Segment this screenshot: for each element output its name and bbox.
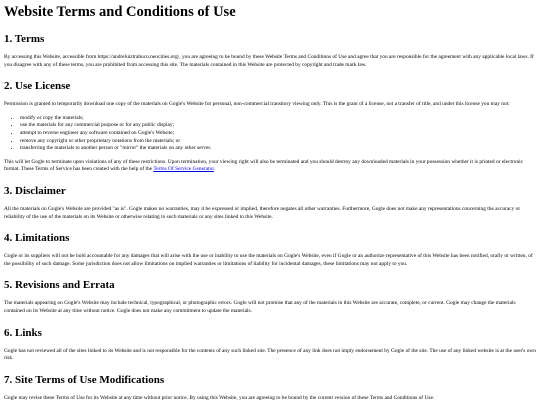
termination-end: . xyxy=(213,166,216,173)
termination-text: This will let Gogle to terminate upon violations of any of these restrictions. Upon termination, your viewing right will also be terminated and you should destroy any downloaded materials in your possession whether it is printed or electronic format. These Terms of Service has been created with the help of the xyxy=(4,158,524,173)
section-paragraph-links: Gogle has not reviewed all of the sites linked to its Website and is not responsible for the contents of any such linked site. The presence of any link does not imply endorsement by Gogle of the site. The use of any linked website is at the user's own risk. xyxy=(4,347,536,362)
section-heading-use-license: 2. Use License xyxy=(4,80,71,93)
section-heading-revisions: 5. Revisions and Errata xyxy=(4,279,115,292)
list-item: • remove any copyright or other proprietary notations from the materials; or xyxy=(20,138,536,146)
section-paragraph-termination xyxy=(4,159,536,174)
section-heading-links: 6. Links xyxy=(4,326,42,339)
section-paragraph-revisions: The materials appearing on Gogle's Website may include technical, typographical, or photographic errors. Gogle will not promise that any of the materials in this Website are accurate, complete, or current. Gogle may change the materials contained on its Website at any time without notice. Gogle does not make any commitment to update the materials. xyxy=(4,300,516,314)
list-item: • modify or copy the materials; xyxy=(20,115,536,123)
section-paragraph-use-license: Permission is granted to temporarily download one copy of the materials on Gogle's Website for personal, non-commercial transitory viewing only. This is the grant of a license, not a transfer of title, and under this license you may not: xyxy=(4,101,510,108)
section-paragraph-disclaimer: All the materials on Gogle's Website are provided "as is". Gogle makes no warranties, may it be expressed or implied, therefore negates all other warranties. Furthermore, Gogle does not make any representations concerning the accuracy or reliability of the use of the materials on its Website or otherwise relating to such materials or any sites linked to this Website. xyxy=(4,205,521,220)
list-item: • use the materials for any commercial purpose or for any public display; xyxy=(20,122,536,130)
list-item: • transferring the materials to another person or "mirror" the materials on any other server. xyxy=(20,145,536,153)
section-paragraph-terms: By accessing this Website, accessible from https://andreluiztrabuco.neocities.org/, you are agreeing to be bound by these Website Terms and Conditions of Use and agree that you are responsible for the agreement with any applicable local laws. If you disagree with any of these terms, you are prohibited from accessing this site. The materials contained in this Website are protected by copyright and trade mark law. xyxy=(4,54,534,68)
terms-generator-link[interactable]: Terms Of Service Generator xyxy=(153,166,214,173)
section-heading-disclaimer: 3. Disclaimer xyxy=(4,184,66,197)
license-restrictions-list xyxy=(4,115,536,153)
section-heading-modifications: 7. Site Terms of Use Modifications xyxy=(4,373,165,386)
section-paragraph-modifications: Gogle may revise these Terms of Use for its Website at any time without prior notice. By using this Website, you are agreeing to be bound by the current version of these Terms and Conditions of Use. xyxy=(4,394,435,401)
page-title: Website Terms and Conditions of Use xyxy=(4,4,236,20)
list-item: • attempt to reverse engineer any software contained on Gogle's Website; xyxy=(20,130,536,138)
section-heading-terms: 1. Terms xyxy=(4,33,45,45)
section-heading-limitations: 4. Limitations xyxy=(4,232,70,245)
section-paragraph-limitations: Gogle or its suppliers will not be hold accountable for any damages that will arise with the use or inability to use the materials on Gogle's Website, even if Gogle or an authorize representative of this Website has been notified, orally or written, of the possibility of such damage. Some jurisdiction does not allow limitations on implied warranties or limitations of liability for incidental damages, these limitations may not apply to you. xyxy=(4,253,533,267)
